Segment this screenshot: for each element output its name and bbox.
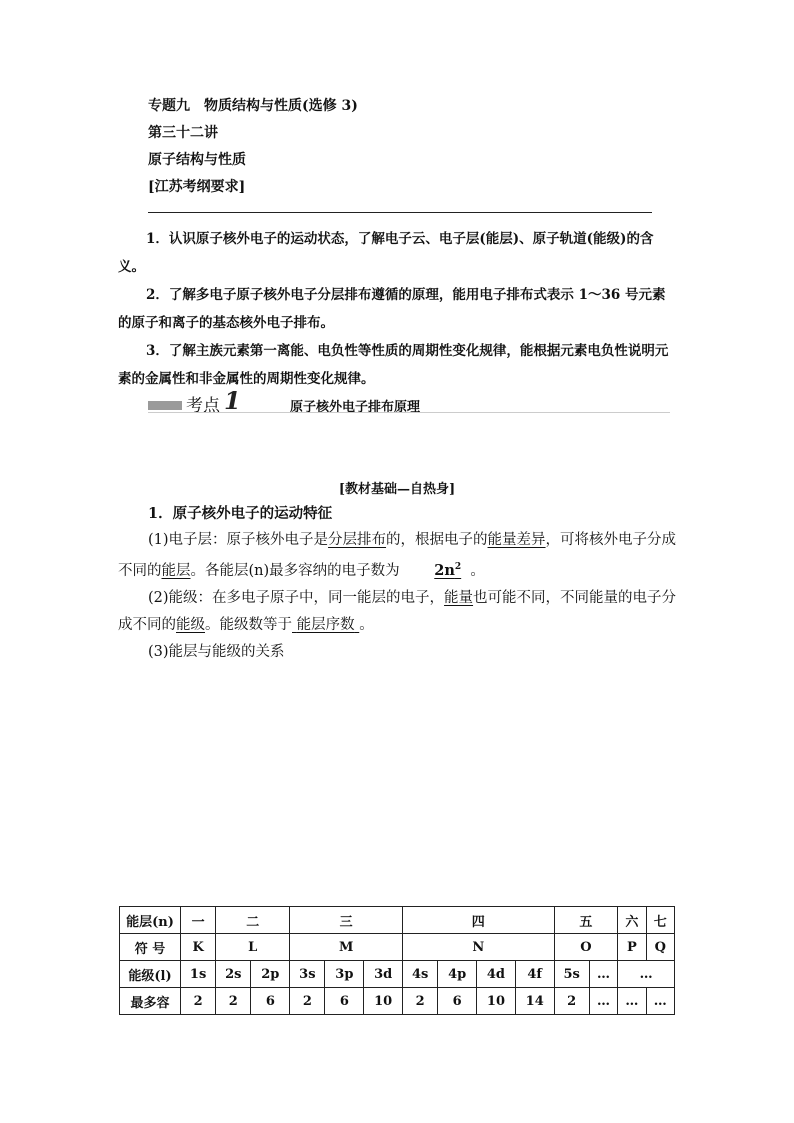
- blank-answer: 能量: [444, 589, 474, 606]
- table-cell: 二: [216, 907, 290, 934]
- table-row: [120, 988, 675, 1015]
- blank-answer: 能级: [176, 616, 205, 633]
- row-header: 能级(l): [120, 961, 181, 988]
- requirement-item: 3．了解主族元素第一离能、电负性等性质的周期性变化规律，能根据元素电负性说明元素的金属性和非金属性的周期性变化规律。: [118, 343, 669, 387]
- section-title: 原子核外电子排布原理: [290, 400, 421, 415]
- table-row: [120, 907, 675, 934]
- table-cell: 2p: [251, 961, 290, 988]
- paragraph-relation: (3)能层与能级的关系: [148, 643, 285, 660]
- table-cell: 3s: [290, 961, 325, 988]
- table-cell: N: [403, 934, 555, 961]
- section-bar-decoration: [148, 401, 182, 410]
- table-cell: …: [618, 988, 646, 1015]
- table-row: [120, 934, 675, 961]
- blank-answer: 能层: [161, 562, 191, 579]
- table-cell: …: [646, 988, 674, 1015]
- table-cell: …: [618, 961, 675, 988]
- blank-answer: 分层排布: [328, 532, 387, 548]
- table-cell: 4s: [403, 961, 438, 988]
- table-cell: 七: [646, 907, 674, 934]
- table-cell: 2: [181, 988, 216, 1015]
- table-cell: 2: [290, 988, 325, 1015]
- table-cell: 4f: [515, 961, 554, 988]
- section-label: 考点: [186, 396, 220, 416]
- requirement-item: 2．了解多电子原子核外电子分层排布遵循的原理，能用电子排布式表示 1～36 号元素的原子和离子的基态核外电子排布。: [118, 287, 666, 331]
- blank-answer-formula: $2n^2$: [434, 561, 462, 579]
- table-cell: 6: [251, 988, 290, 1015]
- table-cell: 三: [290, 907, 403, 934]
- requirements-list: [118, 225, 678, 393]
- table-cell: 一: [181, 907, 216, 934]
- table-cell: 10: [364, 988, 403, 1015]
- table-cell: 2: [403, 988, 438, 1015]
- row-header: 符 号: [120, 934, 181, 961]
- body-content: [118, 500, 680, 666]
- header-rule: [148, 212, 652, 213]
- lecture-title: 原子结构与性质: [148, 152, 246, 168]
- table-cell: 10: [477, 988, 516, 1015]
- paragraph-energy-level: (2)能级：在多电子原子中，同一能层的电子，能量也可能不同，不同能量的电子分成不同的能级。能级数等于 能层序数 。: [118, 589, 677, 633]
- table-cell: 2: [554, 988, 589, 1015]
- table-cell: 6: [438, 988, 477, 1015]
- table-cell: …: [589, 988, 617, 1015]
- table-cell: 五: [554, 907, 618, 934]
- section-rule: [148, 412, 670, 413]
- table-cell: 3d: [364, 961, 403, 988]
- table-cell: 2s: [216, 961, 251, 988]
- table-cell: …: [589, 961, 617, 988]
- blank-answer: 能层序数: [296, 616, 355, 633]
- table-cell: O: [554, 934, 618, 961]
- table-cell: 2: [216, 988, 251, 1015]
- table-cell: 六: [618, 907, 646, 934]
- table-row: [120, 961, 675, 988]
- row-header: 最多容: [120, 988, 181, 1015]
- table-cell: K: [181, 934, 216, 961]
- row-header: 能层(n): [120, 907, 181, 934]
- topic-title: 专题九 物质结构与性质(选修 3): [148, 98, 358, 114]
- table-cell: 5s: [554, 961, 589, 988]
- table-cell: 四: [403, 907, 555, 934]
- table-cell: 6: [325, 988, 364, 1015]
- table-cell: 1s: [181, 961, 216, 988]
- table-cell: Q: [646, 934, 674, 961]
- table-cell: 4d: [477, 961, 516, 988]
- paragraph-electron-layer: (1)电子层：原子核外电子是分层排布的，根据电子的能量差异，可将核外电子分成不同的能层。各能层(n)最多容纳的电子数为 $2n^2$ 。: [118, 527, 680, 585]
- blank-answer: 能量差异: [487, 532, 546, 548]
- lecture-number: 第三十二讲: [148, 125, 218, 141]
- table-cell: 3p: [325, 961, 364, 988]
- syllabus-heading: [江苏考纲要求]: [148, 179, 246, 195]
- section-number: 1: [224, 386, 241, 415]
- table-cell: 4p: [438, 961, 477, 988]
- item-title: 1．原子核外电子的运动特征: [148, 505, 333, 522]
- table-cell: 14: [515, 988, 554, 1015]
- table-cell: P: [618, 934, 646, 961]
- subsection-title: [教材基础—自热身]: [338, 482, 456, 497]
- table-cell: L: [216, 934, 290, 961]
- energy-level-table: [119, 906, 675, 1015]
- requirement-item: 1．认识原子核外电子的运动状态，了解电子云、电子层(能层)、原子轨道(能级)的含义。: [118, 231, 654, 275]
- table-cell: M: [290, 934, 403, 961]
